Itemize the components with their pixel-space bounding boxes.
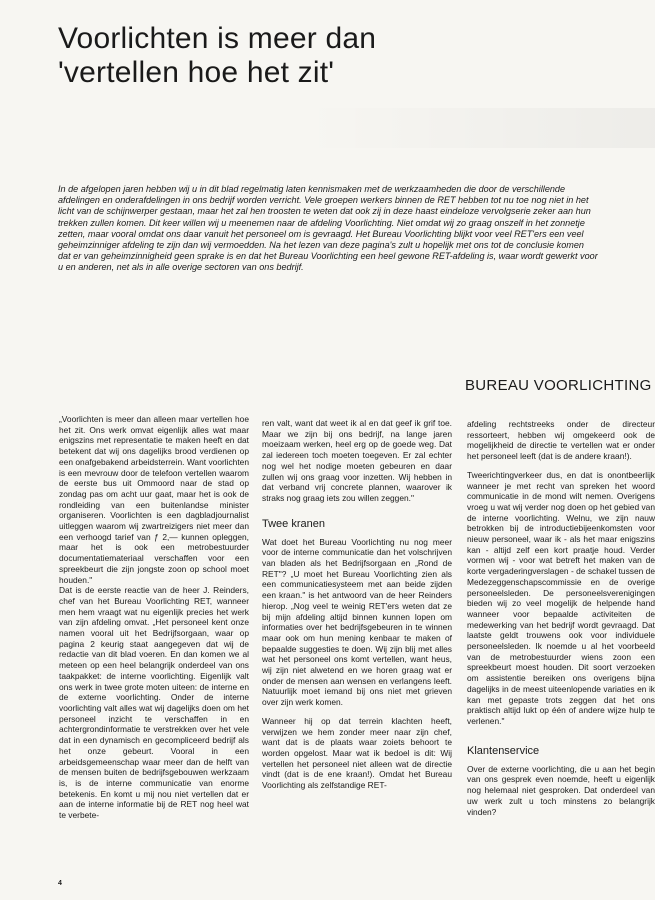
column-1-paragraph: Dat is de eerste reactie van de heer J. Reinders, chef van het Bureau Voorlichting RET, wanneer men hem vraagt wat nu eigenlijk precies het werk van zijn afdeling omvat. „Het personeel kent onze namen vooral uit het Bedrijfsorgaan, waar op pagina 2 keurig staat aangegeven dat wij de redactie van dit blad voeren. En dan komen we al meteen op een heel belangrijk onderdeel van ons taakpakket: de interne voorlichting. Eigenlijk valt ons werk in twee grote moten uiteen: de interne en de externe voorlichting. Onder de interne voorlichting valt alles wat wij dagelijks doen om het personeel inzicht te verschaffen in en achtergrondinformatie te verstrekken over het vele dat in een dynamisch en gecompliceerd bedrijf als het onze gebeurt. Vooral in een arbeidsgemeenschap waar meer dan de helft van de mensen buiten de bedrijfsgebouwen werkzaam is, is de interne communicatie van enorme betekenis. En komt u mij nou niet vertellen dat er aan de interne informatie bij de RET nog heel wat te verbete-: [59, 585, 249, 821]
column-2-paragraph: ren valt, want dat weet ik al en dat geef ik grif toe. Maar we zijn bij ons bedrijf, na lange jaren moeizaam werken, heel erg op de goede weg. Dat zal iedereen toch moeten toegeven. Er zal echter nog wel het nodige moeten gebeuren en daar zullen wij ons graag voor inzetten. Wij hebben in dat verband vrij concrete plannen, waarover ik straks nog graag iets zou willen zeggen.": [262, 418, 452, 503]
column-2-paragraph: Wanneer hij op dat terrein klachten heeft, verwijzen we hem zonder meer naar zijn chef, want dat is de plaats waar zoiets behoort te worden opgelost. Maar wat ik bedoel is dit: Wij vertellen het personeel niet alleen wat de directie vindt (dat is de ene kraan!). Omdat het Bureau Voorlichting als zelfstandige RET-: [262, 715, 452, 791]
column-3: [467, 419, 655, 825]
column-3-paragraph: afdeling rechtstreeks onder de directeur ressorteert, hebben wij omgekeerd ook de mogelijkheid de directie te vertellen wat er onder het personeel leeft (dat is de andere kraan!).: [467, 419, 655, 462]
column-1-paragraph: „Voorlichten is meer dan alleen maar vertellen hoe het zit. Ons werk omvat eigenlijk alles wat maar enigszins met representatie te maken heeft en dat betekent dat wij ons dagelijks brood verdienen op een onafgebakend arbeidsterrein. Want voorlichten is een mevrouw door de telefoon vertellen waarom de eerste bus uit Ommoord naar de stad op zondag pas om acht uur gaat, maar het is ook de rondleiding van een buitenlandse minister organiseren. Voorlichten is een dagbladjournalist uitleggen waarom wij zwartreizigers niet meer dan een verhoogd tarief van ƒ 2,— kunnen opleggen, maar het is ook een metrobestuurder documentatiemateriaal verschaffen voor een spreekbeurt die zijn jongste zoon op school moet houden.": [59, 414, 249, 585]
column-2-paragraph: Wat doet het Bureau Voorlichting nu nog meer voor de interne communicatie dan het volschrijven van bladen als het Bedrijfsorgaan en „Rond de RET"? „U moet het Bureau Voorlichting zien als een communicatiesysteem met aan beide zijden een kraan." is het antwoord van de heer Reinders hierop. „Nog veel te weinig RET'ers weten dat ze bij mijn afdeling altijd binnen kunnen lopen om informaties over het bedrijfsgebeuren in te winnen maar ook om hun mening kenbaar te maken of bepaalde suggesties te doen. Wij zijn blij met alles wat het personeel ons komt vertellen, want heus, wij zijn niet alwetend en we horen graag wat er onder de mensen aan wensen en verlangens leeft. Natuurlijk moet iemand bij ons niet met grieven over zijn werk komen.: [262, 536, 452, 708]
title-line-2: 'vertellen hoe het zit': [58, 56, 335, 89]
intro-paragraph: In de afgelopen jaren hebben wij u in dit blad regelmatig laten kennismaken met de werkzaamheden die door de verschillende afdelingen en onderafdelingen in ons bedrijf worden verricht. Vele groepen werkers binnen de RET hebben tot nu toe nog niet in het licht van de schijnwerper gestaan, maar het zal hen troosten te weten dat ook zij in deze haast eindeloze vervolgserie zeker aan hun trekken zullen komen. Dit keer willen wij u meenemen naar de afdeling Voorlichting. Niet omdat wij zo graag onszelf in het zonnetje zetten, maar vooral omdat ons daar vanuit het personeel om is gevraagd. Het Bureau Voorlichting blijkt voor veel RET'ers een veel geheimzinniger afdeling te zijn dan wij vermoedden. Na het lezen van deze pagina's zult u hopelijk met ons tot de conclusie komen dat er van geheimzinnigheid geen sprake is en dat het Bureau Voorlichting een heel gewone RET-afdeling is, waar wordt gewerkt voor u en anderen, net als in alle overige sectoren van ons bedrijf.: [58, 184, 598, 273]
column-1: [59, 414, 249, 829]
title-line-1: Voorlichten is meer dan: [58, 22, 377, 55]
subheading-klantenservice: Klantenservice: [467, 744, 540, 757]
column-3-paragraph: Tweerichtingverkeer dus, en dat is onontbeerlijk wanneer je met recht van spreken het woord communicatie in de mond wilt nemen. Overigens vroeg u wat wij verder nog doen op het gebied van de interne voorlichting. Welnu, we zijn nauw betrokken bij de introductiebijeenkomsten voor nieuw personeel, waar ik - als het maar enigszins kan - altijd zelf een kort praatje houd. Verder vormen wij - voor wat betreft het maken van de korte vergaderingverslagen - de schakel tussen de Medezeggenschapscommissie en de overige personeelsleden. De personeelsverenigingen bieden wij zo veel mogelijk de helpende hand wanneer voor bepaalde activiteiten de medewerking van het bedrijf wordt gevraagd. Dat laatste geldt trouwens ook voor individuele personeelsleden. Ik noemde u al het voorbeeld van de metrobestuurder wiens zoon een spreekbeurt moest houden. Dit soort verzoeken om assistentie bereiken ons overigens bijna dagelijks in de meest uiteenlopende variaties en ik kan met gepaste trots zeggen dat het ons praktisch altijd lukt op één of andere wijze hulp te verlenen.": [467, 469, 655, 726]
section-heading: BUREAU VOORLICHTING: [465, 377, 652, 394]
print-shadow: [300, 108, 655, 148]
subheading-twee-kranen: Twee kranen: [262, 517, 325, 530]
column-3-paragraph: Over de externe voorlichting, die u aan het begin van ons gesprek even noemde, heeft u eigenlijk nog helemaal niet gesproken. Dat onderdeel van uw werk zult u toch minstens zo belangrijk vinden?: [467, 763, 655, 817]
article-title: [58, 22, 598, 90]
page-number: 4: [58, 880, 62, 887]
column-2: [262, 418, 452, 799]
